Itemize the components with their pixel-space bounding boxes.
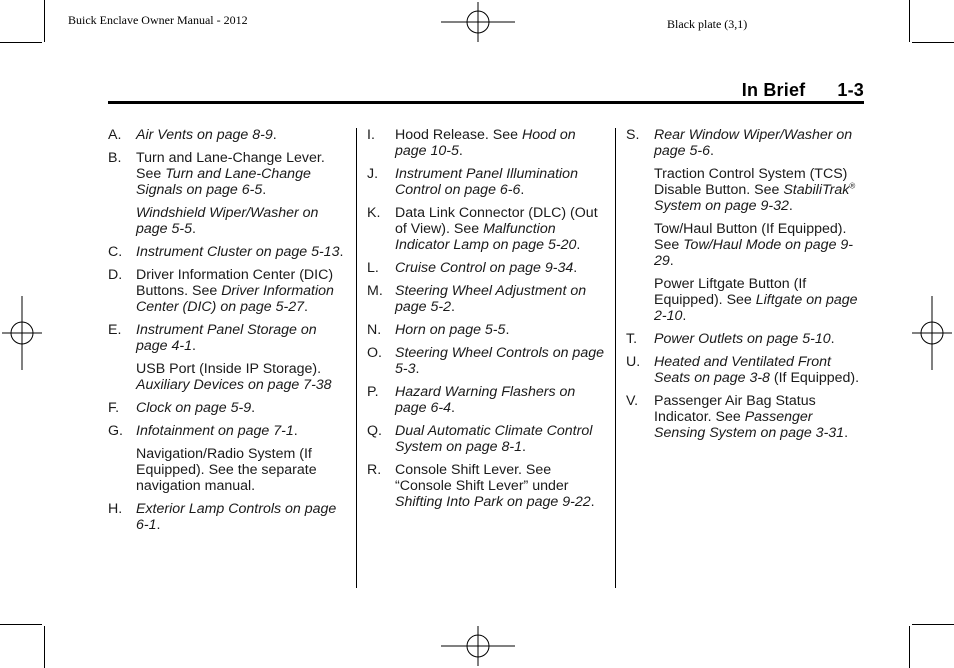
page-reference: Instrument Cluster on page 5-13 (136, 244, 340, 260)
item-letter: O. (367, 345, 382, 361)
list-item-u (626, 354, 864, 386)
item-letter: Q. (367, 423, 382, 439)
page-reference: Hood on page 10-5 (395, 127, 576, 159)
item-letter: M. (367, 283, 383, 299)
list-subitem-b2: Windshield Wiper/Washer on page 5-5. (136, 205, 319, 237)
plate-label: Black plate (3,1) (667, 17, 748, 31)
item-letter: S. (626, 127, 640, 143)
page-reference: Passenger Sensing System on page 3-31 (654, 409, 845, 441)
list-item-f: F. Clock on page 5-9. (108, 400, 256, 416)
item-text: Navigation/Radio System (If Equipped). See the separate navigation manual. (136, 446, 317, 494)
list-subitem-s4: Power Liftgate Button (If Equipped). See Liftgate on page 2-10. (654, 276, 858, 324)
list-item-e: E. Instrument Panel Storage on page 4-1. (108, 322, 317, 354)
item-text: Console Shift Lever. See “Console Shift Lever” under (395, 462, 569, 494)
crop-mark-top-right-v (909, 0, 910, 42)
page-reference: Liftgate on page 2-10 (654, 292, 858, 324)
page-reference: Instrument Panel Illumination Control on page 6-6 (395, 166, 578, 198)
item-text: USB Port (Inside IP Storage). (136, 361, 322, 377)
item-text: (If Equipped). (769, 370, 860, 386)
list-subitem-s2: Traction Control System (TCS) Disable Button. See StabiliTrak® System on page 9-32. (654, 166, 856, 214)
item-letter: L. (367, 260, 379, 276)
page-reference: Driver Information Center (DIC) on page 5-27 (136, 283, 334, 315)
registration-mark-top (441, 2, 515, 42)
item-letter: T. (626, 331, 638, 347)
list-item-t: T. Power Outlets on page 5-10. (626, 331, 835, 347)
crop-mark-top-left-v (44, 0, 45, 42)
page-reference: Heated and Ventilated Front Seats on page 3-8 (654, 354, 831, 386)
column-3 (626, 127, 864, 448)
list-item-s: S. Rear Window Wiper/Washer on page 5-6. (626, 127, 853, 159)
list-item-k: K. Data Link Connector (DLC) (Out of View). See Malfunction Indicator Lamp on page 5-20. (367, 205, 598, 253)
item-letter: A. (108, 127, 122, 143)
list-item-p: P. Hazard Warning Flashers on page 6-4. (367, 384, 576, 416)
list-subitem-g2 (108, 446, 348, 494)
page-reference: Shifting Into Park on page 9-22 (395, 494, 591, 510)
column-divider-1 (356, 128, 357, 588)
list-item-i: I. Hood Release. See Hood on page 10-5. (367, 127, 576, 159)
item-letter: H. (108, 501, 123, 517)
item-letter: V. (626, 393, 639, 409)
registration-mark-bottom (441, 626, 515, 666)
page-reference: Auxiliary Devices on page 7-38 (136, 377, 332, 393)
item-text: Passenger Air Bag Status Indicator. See (654, 393, 816, 425)
list-item-c: C. Instrument Cluster on page 5-13. (108, 244, 344, 260)
crop-mark-top-left-h (0, 42, 42, 43)
page-reference: Tow/Haul Mode on page 9-29 (654, 237, 854, 269)
list-item-q: Q. Dual Automatic Climate Control System on page 8-1. (367, 423, 593, 455)
list-item-v: V. Passenger Air Bag Status Indicator. See Passenger Sensing System on page 3-31. (626, 393, 849, 441)
item-letter: K. (367, 205, 381, 221)
page-reference: Turn and Lane-Change Signals on page 6-5 (136, 166, 311, 198)
item-letter: C. (108, 244, 123, 260)
crop-mark-bottom-left-v (44, 626, 45, 668)
list-item-r: R. Console Shift Lever. See “Console Shift Lever” under Shifting Into Park on page 9-22. (367, 462, 595, 510)
list-item-j: J. Instrument Panel Illumination Control on page 6-6. (367, 166, 578, 198)
item-letter: P. (367, 384, 379, 400)
crop-mark-top-right-h (912, 42, 954, 43)
page-reference: Power Outlets on page 5-10 (654, 331, 831, 347)
list-item-a: A. Air Vents on page 8-9. (108, 127, 277, 143)
list-item-o: O. Steering Wheel Controls on page 5-3. (367, 345, 604, 377)
item-text: Power Liftgate Button (If Equipped). See (654, 276, 807, 308)
registered-mark: ® (849, 181, 856, 191)
page-reference: Steering Wheel Controls on page 5-3 (395, 345, 604, 377)
page-reference: Malfunction Indicator Lamp on page 5-20 (395, 221, 577, 253)
page-reference: Infotainment on page 7-1 (136, 423, 294, 439)
list-item-m: M. Steering Wheel Adjustment on page 5-2. (367, 283, 587, 315)
list-item-h: H. Exterior Lamp Controls on page 6-1. (108, 501, 337, 533)
list-item-g: G. Infotainment on page 7-1. (108, 423, 298, 439)
section-name: In Brief (741, 80, 806, 100)
crop-mark-bottom-left-h (0, 624, 42, 625)
page-reference: Clock on page 5-9 (136, 400, 252, 416)
crop-mark-bottom-right-v (909, 626, 910, 668)
item-text: Hood Release. See (395, 127, 522, 143)
item-letter: E. (108, 322, 122, 338)
title-rule (108, 101, 864, 104)
page-reference: Rear Window Wiper/Washer on page 5-6 (654, 127, 853, 159)
item-letter: G. (108, 423, 123, 439)
column-2 (367, 127, 607, 517)
page-reference: Hazard Warning Flashers on page 6-4 (395, 384, 576, 416)
page-reference: Instrument Panel Storage on page 4-1 (136, 322, 317, 354)
registration-mark-left (2, 296, 42, 370)
item-letter: R. (367, 462, 382, 478)
list-item-b: B. Turn and Lane-Change Lever. See Turn and Lane-Change Signals on page 6-5. (108, 150, 325, 198)
list-subitem-s3: Tow/Haul Button (If Equipped). See Tow/Haul Mode on page 9-29. (654, 221, 854, 269)
item-letter: F. (108, 400, 120, 416)
list-subitem-e2 (108, 361, 348, 393)
page-reference: Steering Wheel Adjustment on page 5-2 (395, 283, 587, 315)
page-reference: Windshield Wiper/Washer on page 5-5 (136, 205, 319, 237)
page-reference: Air Vents on page 8-9 (136, 127, 273, 143)
item-letter: U. (626, 354, 641, 370)
item-text: Turn and Lane-Change Lever. (136, 150, 325, 166)
item-text: Driver Information Center (DIC) Buttons. See (136, 267, 334, 299)
page-reference: StabiliTrak (783, 182, 850, 198)
page-reference: Exterior Lamp Controls on page 6-1 (136, 501, 337, 533)
item-letter: N. (367, 322, 382, 338)
page-reference: Cruise Control on page 9-34 (395, 260, 574, 276)
item-letter: B. (108, 150, 122, 166)
item-letter: D. (108, 267, 123, 283)
page-reference: Horn on page 5-5 (395, 322, 506, 338)
item-letter: J. (367, 166, 379, 182)
column-divider-2 (615, 128, 616, 588)
page-number: 1-3 (837, 80, 864, 100)
column-1 (108, 127, 348, 540)
list-item-d: D. Driver Information Center (DIC) Buttons. See Driver Information Center (DIC) on page 5-27. (108, 267, 334, 315)
list-item-l: L. Cruise Control on page 9-34. (367, 260, 578, 276)
item-text: Data Link Connector (DLC) (Out of View). See (395, 205, 598, 237)
page-title (742, 80, 864, 101)
list-item-n: N. Horn on page 5-5. (367, 322, 510, 338)
crop-mark-bottom-right-h (912, 624, 954, 625)
page-reference: Dual Automatic Climate Control System on page 8-1 (395, 423, 593, 455)
item-letter: I. (367, 127, 375, 143)
running-header-title: Buick Enclave Owner Manual - 2012 (68, 13, 248, 27)
item-text: Tow/Haul Button (If Equipped). See (654, 221, 847, 253)
registration-mark-right (912, 296, 952, 370)
item-text: Traction Control System (TCS) Disable Button. See (654, 166, 848, 198)
